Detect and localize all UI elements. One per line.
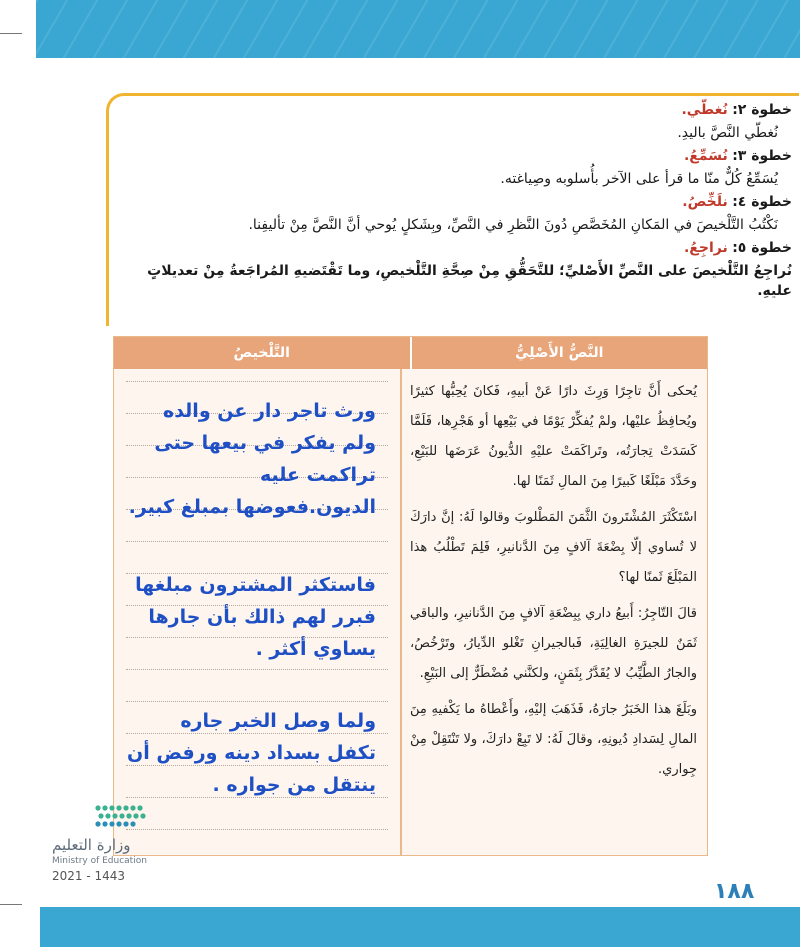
step-description: نُراجِعُ التَّلْخيصَ على النَّصِّ الأَصْليِّ؛ للتَّحَقُّقِ مِنْ صِحَّةِ التَّلْخيصِ، وما تَقْتَضيهِ المُراجَعةُ مِنْ تعديلاتٍ عليهِ.	[147, 263, 792, 299]
step-keyword: نلَخِّصُ.	[682, 194, 728, 210]
header-summary: التَّلْخيصُ	[114, 337, 412, 369]
crop-mark	[0, 904, 22, 905]
step-description: يُسَمِّعُ كُلٌّ منّا ما قرأ على الآخر بأُسلوبه وصِياغته.	[500, 171, 778, 187]
step-keyword: نُغطّي.	[681, 102, 728, 118]
step-5	[112, 238, 792, 258]
original-paragraph: وبَلَغَ هذا الخَبَرُ جارَهُ، فَذَهَبَ إليْهِ، وأَعْطاهُ ما يَكْفيهِ مِنَ المالِ لِسَدادِ دُيونِهِ، وقالَ لَهُ: لا تَبِعْ دارَكَ، ولا تَنْتَقِلْ مِنْ جِواري.	[410, 702, 697, 777]
step-2	[112, 100, 792, 120]
step-description: نُغطّي النَّصَّ باليدِ.	[677, 125, 778, 141]
step-3	[112, 146, 792, 166]
original-paragraph: اسْتَكْثَرَ المُشْتَرونَ الثَّمَنَ المَطْلوبَ وقالوا لَهُ: إنَّ دارَكَ لا تُساوي إلّا بِضْعَةَ آلافٍ مِنَ الدَّنانيرِ، فَلِمَ تَطْلُبُ هذا المَبْلَغَ ثَمنًا لها؟	[410, 510, 697, 585]
summary-handwritten-2: فاستكثر المشترون مبلغها فبرر لهم ذالك بأن جارها يساوي أكثر .	[135, 574, 376, 660]
page-number: ١٨٨	[714, 879, 755, 904]
step-description: نَكْتُبُ التَّلْخيصَ في المَكانِ المُخَصَّصِ دُونَ النَّظرِ في النَّصِّ، وبِشَكلٍ يُوحي أنَّ النَّصَّ مِنْ تأليفِنا.	[248, 217, 778, 233]
summary-handwritten-3: ولما وصل الخبر جاره تكفل بسداد دينه ورفض أن ينتقل من جواره .	[127, 710, 376, 796]
summary-table	[113, 336, 708, 856]
steps-list	[112, 100, 792, 304]
writing-line	[126, 381, 388, 382]
logo-english-text: Ministry of Education	[52, 856, 147, 866]
logo-arabic-text: وزارة التعليم	[52, 836, 131, 854]
bottom-banner	[40, 907, 800, 947]
writing-line	[126, 669, 388, 670]
ministry-logo	[52, 800, 162, 880]
banner-pattern	[36, 0, 800, 58]
header-original-text: النَّصُّ الأَصْلِيُّ	[515, 345, 604, 361]
step-label: خطوة ٣:	[732, 148, 792, 164]
writing-line	[126, 701, 388, 702]
step-4	[112, 192, 792, 212]
step-keyword: نُسَمِّعُ.	[683, 148, 728, 164]
original-paragraph: قالَ التّاجِرُ: أَبيعُ داري بِبِضْعَةِ آلافٍ مِنَ الدَّنانيرِ، والباقي ثَمَنٌ للجيرَةِ الغالِيَةِ، فَبالجيرانِ تَغْلو الدِّيارُ، وتَرْخُصُ، والجارُ الطَّيِّبُ لا يُقَدَّرُ بِثَمَنٍ، ولكنَّني مُضْطَرٌّ إلى البَيْعِ.	[410, 606, 697, 681]
edition-year: 2021 - 1443	[52, 869, 126, 883]
summary-column	[114, 369, 400, 855]
writing-line	[126, 541, 388, 542]
step-label: خطوة ٤:	[732, 194, 792, 210]
table-header	[114, 337, 707, 369]
step-keyword: نراجِعُ.	[683, 240, 728, 256]
original-paragraph: يُحكى أَنَّ تاجِرًا وَرِثَ دارًا عَنْ أبيهِ، فَكانَ يُحِبُّها كثيرًا ويُحافِظُ عليْها، ولمْ يُفكِّرْ يَوْمًا في بَيْعِها أو هَجْرِها، فَلَمَّا كَسَدَتْ تِجارَتُه، وتَراكَمَتْ عليْهِ الدُّيونُ عَرَضَها للبَيْعِ، وحَدَّدَ مَبْلَغًا كَبيرًا مِنَ المالِ ثَمَنًا لها.	[410, 384, 697, 489]
top-banner	[36, 0, 800, 58]
step-label: خطوة ٢:	[732, 102, 792, 118]
crop-mark	[0, 33, 22, 34]
writing-line	[126, 829, 388, 830]
step-label: خطوة ٥:	[732, 240, 792, 256]
summary-handwritten-1: ورث تاجر دار عن والده ولم يفكر في بيعها حتى تراكمت عليه الديون.فعوضها بمبلغ كبير.	[128, 400, 376, 518]
logo-emblem-icon	[92, 800, 152, 834]
original-text-column	[400, 369, 707, 855]
